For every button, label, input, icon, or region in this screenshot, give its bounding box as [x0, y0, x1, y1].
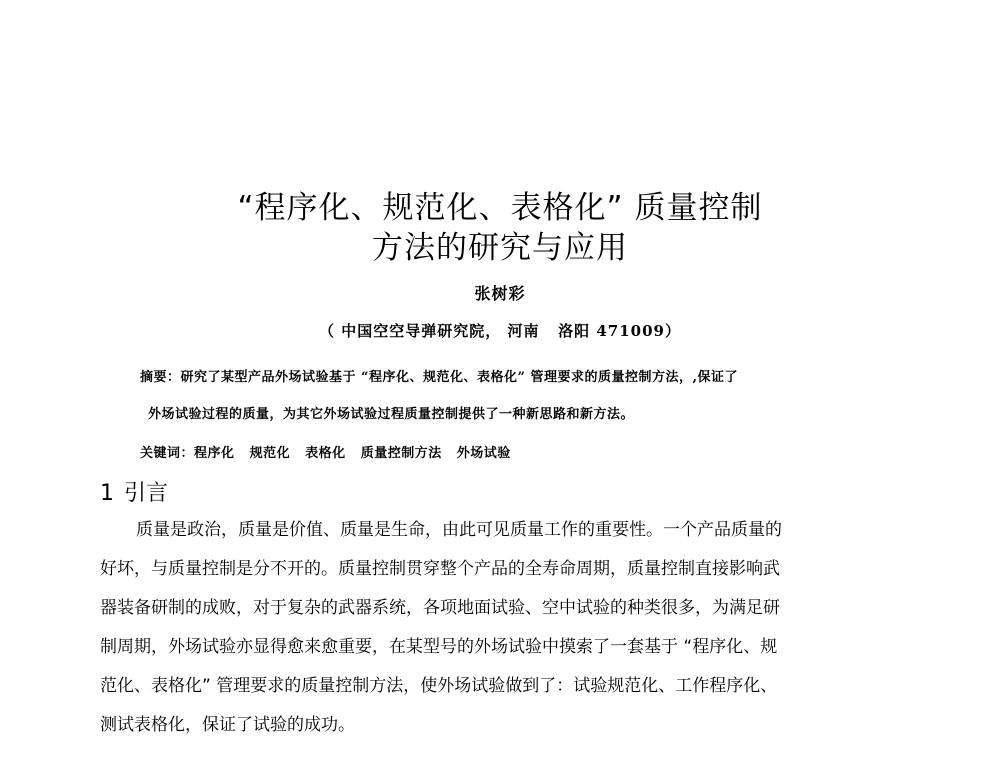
- author-name: 张树彩: [474, 284, 526, 303]
- paragraph-line: 质量是政治，质量是价值、质量是生命，由此可见质量工作的重要性。一个产品质量的: [136, 520, 782, 540]
- abstract-line-1: 摘要：研究了某型产品外场试验基于 “程序化、规范化、表格化” 管理要求的质量控制方法，,保证了: [140, 370, 739, 385]
- paragraph-line: 制周期，外场试验亦显得愈来愈重要，在某型号的外场试验中摸索了一套基于 “程序化、规: [100, 637, 778, 657]
- author-affiliation: （ 中国空空导弹研究院， 河南 洛阳 471009）: [319, 322, 681, 340]
- paper-title-line-2: 方法的研究与应用: [372, 230, 628, 266]
- paragraph-line: 范化、表格化” 管理要求的质量控制方法，使外场试验做到了：试验规范化、工作程序化、: [100, 676, 778, 696]
- paragraph-line: 测试表格化，保证了试验的成功。: [100, 715, 355, 735]
- body-paragraph: [100, 511, 900, 745]
- section-number: 1: [100, 481, 114, 506]
- section-heading: [100, 476, 178, 507]
- section-title: 引言: [124, 481, 169, 506]
- keywords: 关键词：程序化 规范化 表格化 质量控制方法 外场试验: [140, 446, 511, 461]
- paragraph-line: 好坏，与质量控制是分不开的。质量控制贯穿整个产品的全寿命周期，质量控制直接影响武: [100, 559, 780, 579]
- paragraph-line: 器装备研制的成败，对于复杂的武器系统，各项地面试验、空中试验的种类很多，为满足研: [100, 598, 780, 618]
- paper-title-line-1: “程序化、规范化、表格化” 质量控制: [237, 190, 763, 226]
- abstract-line-2: 外场试验过程的质量，为其它外场试验过程质量控制提供了一种新思路和新方法。: [148, 407, 635, 422]
